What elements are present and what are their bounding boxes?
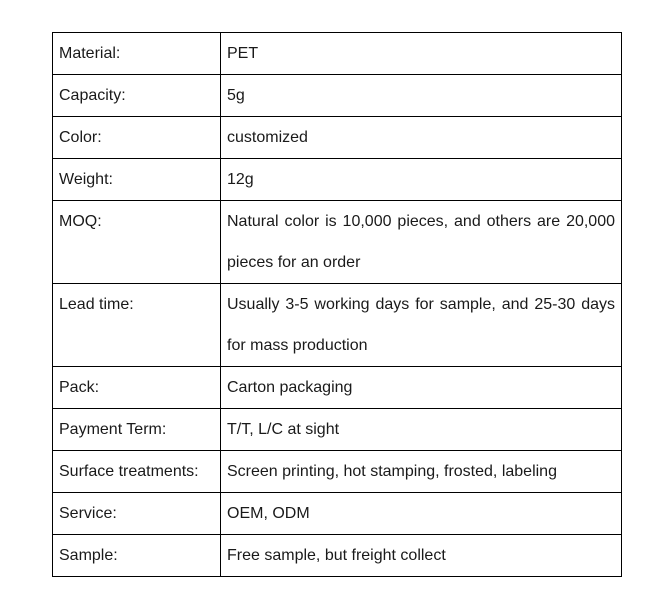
table-row-lead-time (53, 284, 622, 367)
row-label: Payment Term: (53, 409, 221, 451)
row-value: Free sample, but freight collect (221, 535, 622, 577)
row-label: Color: (53, 117, 221, 159)
row-label: Lead time: (53, 284, 221, 367)
row-label: Pack: (53, 367, 221, 409)
table-row-color (53, 117, 622, 159)
table-row-material (53, 33, 622, 75)
row-value: Natural color is 10,000 pieces, and others are 20,000 pieces for an order (221, 201, 622, 284)
product-spec-table (52, 32, 622, 577)
row-label: Material: (53, 33, 221, 75)
row-label: Surface treatments: (53, 451, 221, 493)
row-value: OEM, ODM (221, 493, 622, 535)
table-row-surface-treatments (53, 451, 622, 493)
table-row-sample (53, 535, 622, 577)
row-value: T/T, L/C at sight (221, 409, 622, 451)
row-label: MOQ: (53, 201, 221, 284)
row-label: Sample: (53, 535, 221, 577)
row-value: customized (221, 117, 622, 159)
table-row-service (53, 493, 622, 535)
table-row-capacity (53, 75, 622, 117)
table-row-moq (53, 201, 622, 284)
row-value: 12g (221, 159, 622, 201)
row-value: 5g (221, 75, 622, 117)
table-row-pack (53, 367, 622, 409)
row-value: PET (221, 33, 622, 75)
row-value: Screen printing, hot stamping, frosted, labeling (221, 451, 622, 493)
row-label: Capacity: (53, 75, 221, 117)
row-label: Service: (53, 493, 221, 535)
row-value: Usually 3-5 working days for sample, and 25-30 days for mass production (221, 284, 622, 367)
table-row-payment-term (53, 409, 622, 451)
table-row-weight (53, 159, 622, 201)
row-value: Carton packaging (221, 367, 622, 409)
row-label: Weight: (53, 159, 221, 201)
